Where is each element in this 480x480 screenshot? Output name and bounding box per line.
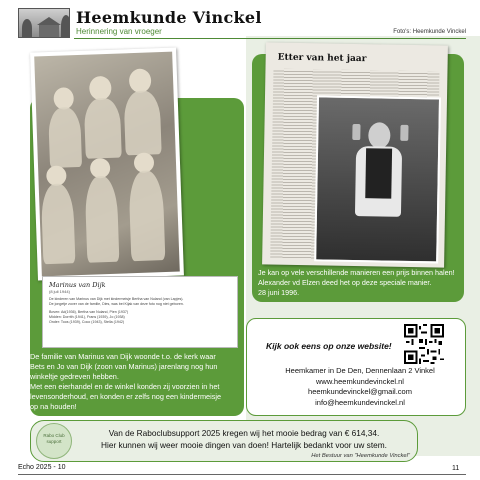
page-title: Heemkunde Vinckel bbox=[76, 8, 262, 27]
child-figure bbox=[123, 90, 161, 155]
qr-code-graphic bbox=[404, 324, 444, 364]
photo-caption-card bbox=[42, 276, 238, 348]
caption-text: De jongetje zover van de familie, Dies, was bei Kijak van deze foto nog niet geboren. bbox=[49, 302, 184, 306]
page-number: 11 bbox=[452, 465, 460, 472]
caption-date: (8 juli 1944) bbox=[49, 289, 70, 294]
child-figure bbox=[129, 68, 152, 93]
family-photo-image bbox=[34, 52, 180, 277]
banner-text: Van de Raboclubsupport 2025 kregen wij het mooie bedrag van € 614,34. bbox=[108, 428, 380, 438]
edition-label: Echo 2025 - 10 bbox=[18, 464, 66, 471]
caption-row: Midden: Dorrith (1941), Frans (1939), Jo (1938) bbox=[49, 315, 125, 319]
clipping-headline: Etter van het jaar bbox=[277, 52, 367, 65]
child-figure bbox=[84, 176, 119, 263]
prize-story-text bbox=[258, 268, 464, 298]
banner-text: Hier kunnen wij weer mooie dingen van doen! Hartelijk bedankt voor uw stem. bbox=[101, 440, 387, 450]
header-divider bbox=[74, 38, 466, 39]
contact-info bbox=[254, 366, 466, 408]
email-link[interactable]: heemkundevinckel@gmail.com bbox=[308, 387, 412, 396]
family-photo bbox=[30, 48, 184, 281]
story-line: Met een eierhandel en de winkel konden zij voorzien in het bbox=[30, 382, 220, 391]
child-figure bbox=[48, 107, 82, 168]
story-line: Je kan op vele verschillende manieren een prijs binnen halen! bbox=[258, 268, 455, 277]
qr-code-icon[interactable] bbox=[404, 324, 444, 364]
website-title: Kijk ook eens op onze website! bbox=[266, 341, 392, 351]
photo-credit: Foto's: Heemkunde Vinckel bbox=[393, 29, 466, 35]
child-figure bbox=[84, 98, 122, 159]
story-line: op na houden! bbox=[30, 402, 77, 411]
logo-tree-shape bbox=[61, 15, 70, 37]
logo-house-shape bbox=[39, 25, 59, 37]
man-vest bbox=[365, 148, 392, 198]
caption-names bbox=[49, 310, 231, 325]
caption-row: Onder: Toos (1939), Coco (1943), Stella (1942) bbox=[49, 320, 125, 324]
man-figure bbox=[368, 122, 390, 148]
child-figure bbox=[128, 170, 165, 261]
child-figure bbox=[41, 183, 76, 264]
story-line: Alexander vd Elzen deed het op deze speciale manier. bbox=[258, 278, 432, 287]
trophy-icon bbox=[400, 125, 408, 141]
heemkunde-logo bbox=[18, 8, 70, 38]
clipping-photo bbox=[314, 95, 441, 263]
rabo-club-support-badge: Rabo Club support bbox=[36, 423, 72, 459]
story-line: Bets en Jo van Dijk (zoon van Marinus) jarenlang nog hun bbox=[30, 362, 218, 371]
banner-signature: Het Bestuur van "Heemkunde Vinckel" bbox=[311, 453, 410, 459]
story-line: winkeltje gedreven hebben. bbox=[30, 372, 119, 381]
family-story-text bbox=[30, 352, 244, 412]
child-figure bbox=[53, 87, 74, 110]
newspaper-clipping bbox=[262, 42, 448, 267]
story-line: De familie van Marinus van Dijk woonde t.o. de kerk waar bbox=[30, 352, 216, 361]
logo-tree-shape bbox=[22, 19, 32, 37]
story-line: levensonderhoud, en konden er zelfs nog een kindermeisje bbox=[30, 392, 222, 401]
trophy-icon bbox=[352, 124, 360, 140]
story-line: 28 juni 1996. bbox=[258, 288, 300, 297]
footer-divider bbox=[18, 474, 466, 475]
child-figure bbox=[89, 76, 112, 101]
email-link[interactable]: info@heemkundevinckel.nl bbox=[315, 397, 405, 407]
logo-roof-shape bbox=[37, 17, 61, 25]
address-line: Heemkamer in De Den, Dennenlaan 2 Vinkel bbox=[285, 366, 435, 375]
caption-text: De kinderen van Marinus van Dijk met kindermeisje Bertha van Nuland (van Lapjes). bbox=[49, 297, 184, 301]
website-link[interactable]: www.heemkundevinckel.nl bbox=[316, 376, 404, 386]
caption-title: Marinus van Dijk bbox=[49, 281, 106, 289]
caption-row: Boven: Ad(1936), Bertha van Nuland, Pien (1937) bbox=[49, 310, 129, 314]
page-subtitle: Herinnering van vroeger bbox=[76, 27, 162, 36]
